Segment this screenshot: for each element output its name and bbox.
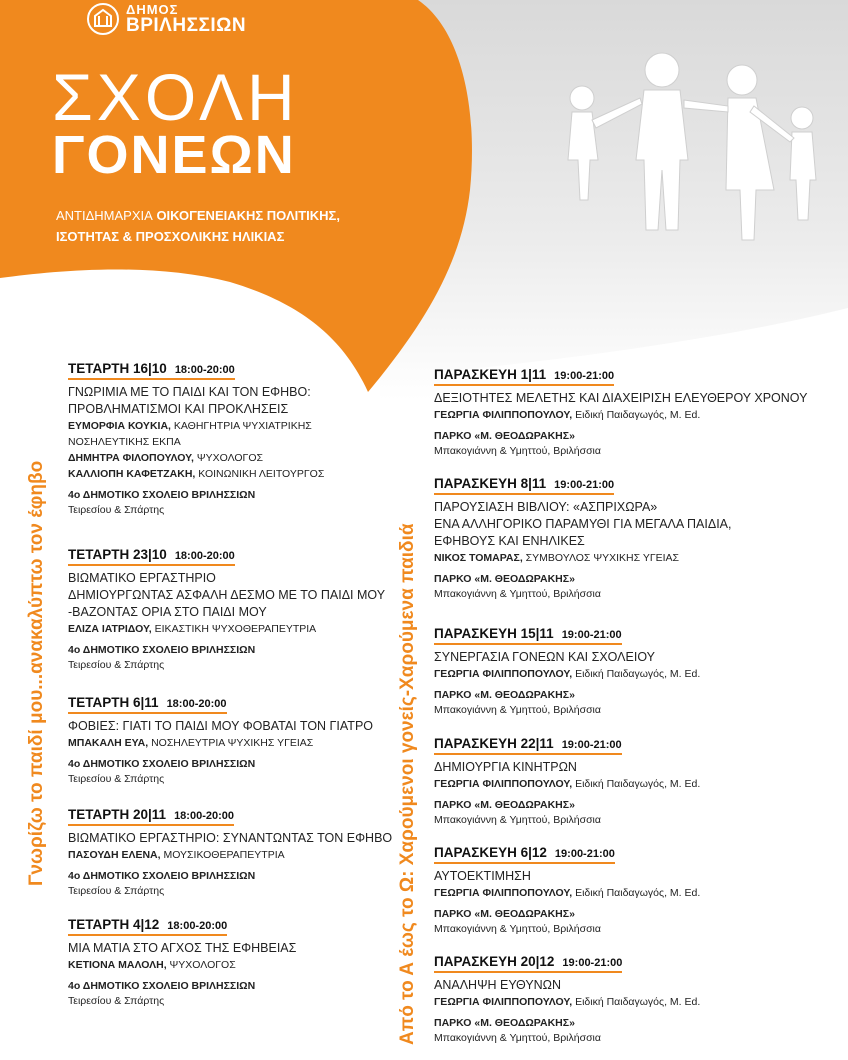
event-time: 19:00-21:00 xyxy=(554,479,615,491)
event-speaker xyxy=(434,666,700,682)
speaker-role: Ειδική Παιδαγωγός, Μ. Ed. xyxy=(575,887,701,899)
speaker-role: ΚΟΙΝΩΝΙΚΗ ΛΕΙΤΟΥΡΓΟΣ xyxy=(198,468,325,480)
event-title-line: ΕΦΗΒΟΥΣ ΚΑΙ ΕΝΗΛΙΚΕΣ xyxy=(434,534,585,548)
event-title-line: ΑΥΤΟΕΚΤΙΜΗΣΗ xyxy=(434,869,531,883)
municipality-logo xyxy=(86,2,246,36)
event-venue: ΠΑΡΚΟ «Μ. ΘΕΟΔΩΡΑΚΗΣ» xyxy=(434,1017,575,1029)
event-venue: ΠΑΡΚΟ «Μ. ΘΕΟΔΩΡΑΚΗΣ» xyxy=(434,908,575,920)
speaker-role: Ειδική Παιδαγωγός, Μ. Ed. xyxy=(575,996,701,1008)
speaker-name: ΓΕΩΡΓΙΑ ΦΙΛΙΠΠΟΠΟΥΛΟΥ, xyxy=(434,778,573,790)
event-address: Μπακογιάννη & Υμηττού, Βριλήσσια xyxy=(434,704,601,716)
speaker-name: ΓΕΩΡΓΙΑ ΦΙΛΙΠΠΟΠΟΥΛΟΥ, xyxy=(434,668,573,680)
speaker-name: ΚΑΛΛΙΟΠΗ ΚΑΦΕΤΖΑΚΗ, xyxy=(68,468,196,480)
event-title-line: ΠΑΡΟΥΣΙΑΣΗ ΒΙΒΛΙΟΥ: «ΑΣΠΡΙΧΩΡΑ» xyxy=(434,500,658,514)
event-address: Μπακογιάννη & Υμηττού, Βριλήσσια xyxy=(434,445,601,457)
event-time: 18:00-20:00 xyxy=(167,920,228,932)
event-speaker xyxy=(434,407,807,423)
event-date: ΠΑΡΑΣΚΕΥΗ 6|12 xyxy=(434,845,547,860)
hero-banner xyxy=(0,0,848,400)
event-venue: ΠΑΡΚΟ «Μ. ΘΕΟΔΩΡΑΚΗΣ» xyxy=(434,689,575,701)
event-card xyxy=(434,953,700,1046)
event-speaker xyxy=(434,885,700,901)
event-date-header xyxy=(68,361,235,380)
speaker-role: ΝΟΣΗΛΕΥΤΙΚΗΣ ΕΚΠΑ xyxy=(68,436,181,448)
event-card xyxy=(68,916,296,1009)
event-date: ΤΕΤΑΡΤΗ 20|11 xyxy=(68,807,167,822)
right-column-side-title: Από το Α έως το Ω: Χαρούμενοι γονείς-Χαρούμενα παιδιά xyxy=(397,523,418,1045)
event-date: ΤΕΤΑΡΤΗ 16|10 xyxy=(68,361,167,376)
event-date-header xyxy=(434,736,622,755)
event-time: 18:00-20:00 xyxy=(174,550,235,562)
event-address: Τειρεσίου & Σπάρτης xyxy=(68,773,165,785)
event-address: Μπακογιάννη & Υμηττού, Βριλήσσια xyxy=(434,588,601,600)
speaker-role: ΝΟΣΗΛΕΥΤΡΙΑ ΨΥΧΙΚΗΣ ΥΓΕΙΑΣ xyxy=(151,737,314,749)
event-date-header xyxy=(434,367,614,386)
page-title-line2: ΓΟΝΕΩΝ xyxy=(52,125,296,185)
event-date-header xyxy=(68,917,227,936)
event-speaker xyxy=(68,847,392,863)
event-speaker xyxy=(68,957,296,973)
logo-line2: ΒΡΙΛΗΣΣΙΩΝ xyxy=(126,15,247,36)
event-date-header xyxy=(434,845,615,864)
speaker-name: ΕΛΙΖΑ ΙΑΤΡΙΔΟΥ, xyxy=(68,623,152,635)
event-time: 19:00-21:00 xyxy=(562,957,623,969)
speaker-name: ΜΠΑΚΑΛΗ ΕΥΑ, xyxy=(68,737,149,749)
event-speaker xyxy=(434,994,700,1010)
event-date: ΠΑΡΑΣΚΕΥΗ 8|11 xyxy=(434,476,547,491)
speaker-name: ΝΙΚΟΣ ΤΟΜΑΡΑΣ, xyxy=(434,552,523,564)
speaker-role: ΚΑΘΗΓΗΤΡΙΑ ΨΥΧΙΑΤΡΙΚΗΣ xyxy=(173,420,312,432)
event-address: Τειρεσίου & Σπάρτης xyxy=(68,504,165,516)
speaker-name: ΕΥΜΟΡΦΙΑ ΚΟΥΚΙΑ, xyxy=(68,420,171,432)
event-card xyxy=(434,844,700,937)
event-date: ΠΑΡΑΣΚΕΥΗ 1|11 xyxy=(434,367,547,382)
speaker-name: ΓΕΩΡΓΙΑ ΦΙΛΙΠΠΟΠΟΥΛΟΥ, xyxy=(434,996,573,1008)
speaker-name: ΓΕΩΡΓΙΑ ΦΙΛΙΠΠΟΠΟΥΛΟΥ, xyxy=(434,887,573,899)
event-title-line: ΦΟΒΙΕΣ: ΓΙΑΤΙ ΤΟ ΠΑΙΔΙ ΜΟΥ ΦΟΒΑΤΑΙ ΤΟΝ ΓΙΑΤΡΟ xyxy=(68,719,373,733)
event-time: 19:00-21:00 xyxy=(561,629,622,641)
event-venue: 4ο ΔΗΜΟΤΙΚΟ ΣΧΟΛΕΙΟ ΒΡΙΛΗΣΣΙΩΝ xyxy=(68,980,256,992)
event-address: Τειρεσίου & Σπάρτης xyxy=(68,659,165,671)
speaker-name: ΠΑΣΟΥΔΗ ΕΛΕΝΑ, xyxy=(68,849,161,861)
event-address: Τειρεσίου & Σπάρτης xyxy=(68,885,165,897)
event-title-line: ΔΕΞΙΟΤΗΤΕΣ ΜΕΛΕΤΗΣ ΚΑΙ ΔΙΑΧΕΙΡΙΣΗ ΕΛΕΥΘΕΡΟΥ ΧΡΟΝΟΥ xyxy=(434,391,808,405)
event-time: 19:00-21:00 xyxy=(561,739,622,751)
page-title-line1: ΣΧΟΛΗ xyxy=(52,60,299,134)
event-venue: 4ο ΔΗΜΟΤΙΚΟ ΣΧΟΛΕΙΟ ΒΡΙΛΗΣΣΙΩΝ xyxy=(68,758,256,770)
logo-line1: ΔΗΜΟΣ xyxy=(126,2,179,17)
event-speaker xyxy=(68,466,324,482)
event-card xyxy=(434,366,807,459)
event-time: 19:00-21:00 xyxy=(554,370,615,382)
event-date-header xyxy=(68,547,235,566)
event-card xyxy=(68,806,392,899)
event-date-header xyxy=(434,626,622,645)
event-speaker xyxy=(68,418,324,434)
event-date-header xyxy=(68,807,234,826)
event-title-line: ΒΙΩΜΑΤΙΚΟ ΕΡΓΑΣΤΗΡΙΟ: ΣΥΝΑΝΤΩΝΤΑΣ ΤΟΝ ΕΦΗΒΟ xyxy=(68,831,393,845)
event-time: 18:00-20:00 xyxy=(174,364,235,376)
event-address: Τειρεσίου & Σπάρτης xyxy=(68,995,165,1007)
event-title-line: ΣΥΝΕΡΓΑΣΙΑ ΓΟΝΕΩΝ ΚΑΙ ΣΧΟΛΕΙΟΥ xyxy=(434,650,655,664)
subtitle-prefix: ΑΝΤΙΔΗΜΑΡΧΙΑ xyxy=(56,208,153,223)
event-title-line: ΓΝΩΡΙΜΙΑ ΜΕ ΤΟ ΠΑΙΔΙ ΚΑΙ ΤΟΝ ΕΦΗΒΟ: xyxy=(68,385,311,399)
event-card xyxy=(68,694,373,787)
family-figures-image xyxy=(540,40,840,300)
event-title-line: -ΒΑΖΟΝΤΑΣ ΟΡΙΑ ΣΤΟ ΠΑΙΔΙ ΜΟΥ xyxy=(68,605,267,619)
event-speaker xyxy=(68,621,385,637)
event-card xyxy=(68,360,324,518)
event-title-line: ΔΗΜΙΟΥΡΓΩΝΤΑΣ ΑΣΦΑΛΗ ΔΕΣΜΟ ΜΕ ΤΟ ΠΑΙΔΙ ΜΟΥ xyxy=(68,588,386,602)
event-venue: ΠΑΡΚΟ «Μ. ΘΕΟΔΩΡΑΚΗΣ» xyxy=(434,799,575,811)
speaker-name: ΔΗΜΗΤΡΑ ΦΙΛΟΠΟΥΛΟΥ, xyxy=(68,452,194,464)
page-subtitle xyxy=(56,205,340,247)
subtitle-line2: ΙΣΟΤΗΤΑΣ & ΠΡΟΣΧΟΛΙΚΗΣ ΗΛΙΚΙΑΣ xyxy=(56,229,285,244)
event-date: ΠΑΡΑΣΚΕΥΗ 15|11 xyxy=(434,626,554,641)
speaker-name: ΚΕΤΙΟΝΑ ΜΑΛΟΛΗ, xyxy=(68,959,167,971)
event-speaker xyxy=(434,550,732,566)
event-card xyxy=(434,735,700,828)
event-date-header xyxy=(434,476,614,495)
event-date: ΤΕΤΑΡΤΗ 6|11 xyxy=(68,695,159,710)
event-address: Μπακογιάννη & Υμηττού, Βριλήσσια xyxy=(434,814,601,826)
event-date: ΤΕΤΑΡΤΗ 4|12 xyxy=(68,917,160,932)
event-address: Μπακογιάννη & Υμηττού, Βριλήσσια xyxy=(434,1032,601,1044)
event-date: ΠΑΡΑΣΚΕΥΗ 22|11 xyxy=(434,736,554,751)
event-venue: ΠΑΡΚΟ «Μ. ΘΕΟΔΩΡΑΚΗΣ» xyxy=(434,573,575,585)
event-time: 18:00-20:00 xyxy=(166,698,227,710)
event-title-line: ΜΙΑ ΜΑΤΙΑ ΣΤΟ ΑΓΧΟΣ ΤΗΣ ΕΦΗΒΕΙΑΣ xyxy=(68,941,297,955)
event-speaker xyxy=(68,434,324,450)
speaker-role: Ειδική Παιδαγωγός, Μ. Ed. xyxy=(575,409,701,421)
event-date-header xyxy=(434,954,622,973)
event-speaker xyxy=(68,450,324,466)
speaker-role: ΨΥΧΟΛΟΓΟΣ xyxy=(169,959,236,971)
event-address: Μπακογιάννη & Υμηττού, Βριλήσσια xyxy=(434,923,601,935)
event-card xyxy=(434,475,732,602)
event-date: ΤΕΤΑΡΤΗ 23|10 xyxy=(68,547,167,562)
event-time: 19:00-21:00 xyxy=(554,848,615,860)
speaker-name: ΓΕΩΡΓΙΑ ΦΙΛΙΠΠΟΠΟΥΛΟΥ, xyxy=(434,409,573,421)
left-column-side-title: Γνωρίζω το παιδί μου...ανακαλύπτω τον έφηβο xyxy=(26,460,47,886)
event-speaker xyxy=(68,735,373,751)
event-card xyxy=(434,625,700,718)
subtitle-line1: ΟΙΚΟΓΕΝΕΙΑΚΗΣ ΠΟΛΙΤΙΚΗΣ, xyxy=(156,208,340,223)
event-date-header xyxy=(68,695,227,714)
speaker-role: ΕΙΚΑΣΤΙΚΗ ΨΥΧΟΘΕΡΑΠΕΥΤΡΙΑ xyxy=(154,623,317,635)
event-time: 18:00-20:00 xyxy=(174,810,234,822)
speaker-role: ΜΟΥΣΙΚΟΘΕΡΑΠΕΥΤΡΙΑ xyxy=(163,849,285,861)
event-date: ΠΑΡΑΣΚΕΥΗ 20|12 xyxy=(434,954,555,969)
event-title-line: ΑΝΑΛΗΨΗ ΕΥΘΥΝΩΝ xyxy=(434,978,562,992)
event-venue: ΠΑΡΚΟ «Μ. ΘΕΟΔΩΡΑΚΗΣ» xyxy=(434,430,575,442)
event-title-line: ΠΡΟΒΛΗΜΑΤΙΣΜΟΙ ΚΑΙ ΠΡΟΚΛΗΣΕΙΣ xyxy=(68,402,289,416)
event-title-line: ΒΙΩΜΑΤΙΚΟ ΕΡΓΑΣΤΗΡΙΟ xyxy=(68,571,216,585)
logo-emblem-icon xyxy=(86,2,120,36)
event-venue: 4ο ΔΗΜΟΤΙΚΟ ΣΧΟΛΕΙΟ ΒΡΙΛΗΣΣΙΩΝ xyxy=(68,870,256,882)
speaker-role: ΨΥΧΟΛΟΓΟΣ xyxy=(196,452,263,464)
event-title-line: ΕΝΑ ΑΛΛΗΓΟΡΙΚΟ ΠΑΡΑΜΥΘΙ ΓΙΑ ΜΕΓΑΛΑ ΠΑΙΔΙΑ, xyxy=(434,517,732,531)
speaker-role: Ειδική Παιδαγωγός, Μ. Ed. xyxy=(575,778,701,790)
event-card xyxy=(68,546,385,673)
event-speaker xyxy=(434,776,700,792)
event-title-line: ΔΗΜΙΟΥΡΓΙΑ ΚΙΝΗΤΡΩΝ xyxy=(434,760,577,774)
event-venue: 4ο ΔΗΜΟΤΙΚΟ ΣΧΟΛΕΙΟ ΒΡΙΛΗΣΣΙΩΝ xyxy=(68,644,256,656)
speaker-role: ΣΥΜΒΟΥΛΟΣ ΨΥΧΙΚΗΣ ΥΓΕΙΑΣ xyxy=(525,552,680,564)
event-venue: 4ο ΔΗΜΟΤΙΚΟ ΣΧΟΛΕΙΟ ΒΡΙΛΗΣΣΙΩΝ xyxy=(68,489,256,501)
speaker-role: Ειδική Παιδαγωγός, Μ. Ed. xyxy=(575,668,701,680)
